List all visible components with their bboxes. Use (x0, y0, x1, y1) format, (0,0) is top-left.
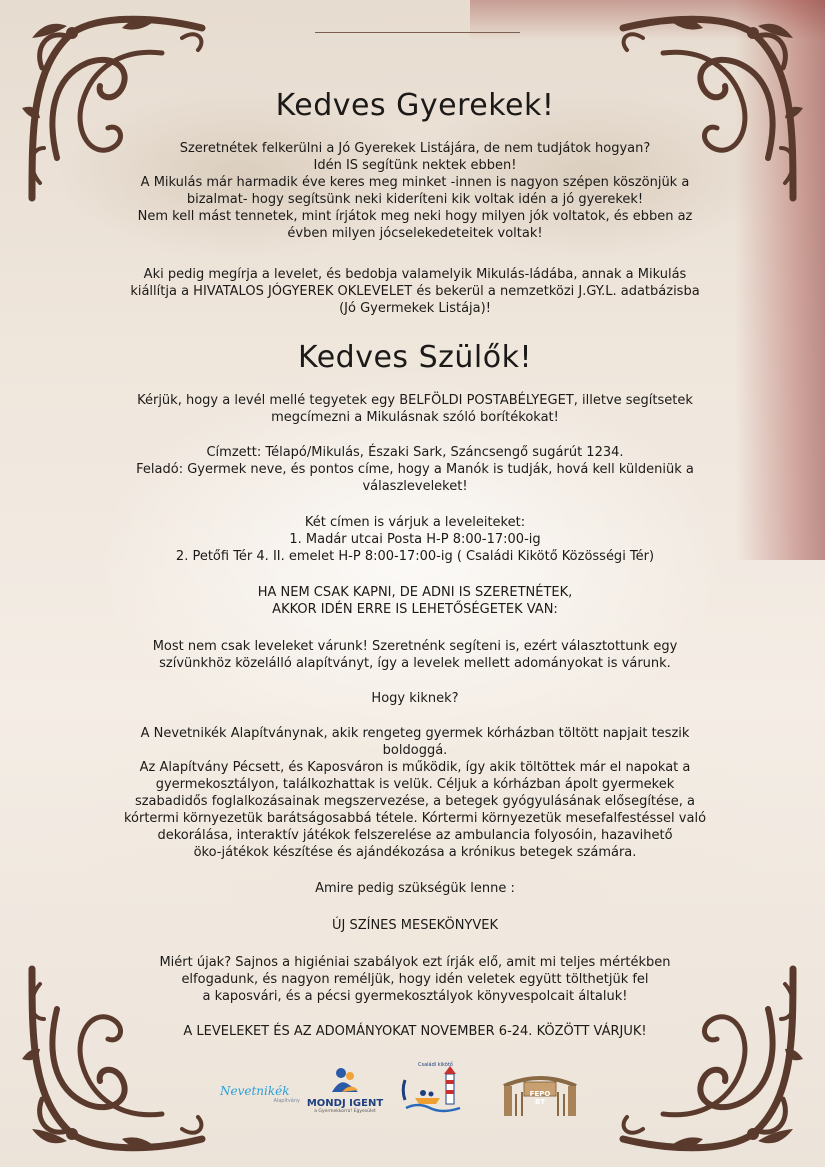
foundation-paragraph (95, 725, 735, 861)
mondj-igent-logo (305, 1066, 385, 1114)
text-line: Feladó: Gyermek neve, és pontos címe, hogy a Manók is tudják, hová kell küldeniük a (136, 462, 694, 477)
mondj-igent-sub: a Gyermekkorra! Egyesület (314, 1109, 376, 1114)
nevetnikek-logo-text: Nevetnikék (220, 1084, 290, 1098)
text-line: 1. Madár utcai Posta H-P 8:00-17:00-ig (289, 532, 541, 547)
deadline-line (95, 1023, 735, 1040)
text-line: kiállítja a HIVATALOS JÓGYEREK OKLEVELET és bekerül a nemzetközi J.GY.L. adatbázisba (130, 284, 700, 299)
text-line: Miért újak? Sajnos a higiéniai szabályok ezt írják elő, amit mi teljes mértékben (159, 955, 671, 970)
donation-paragraph (95, 638, 735, 672)
text-line: évben milyen jócselekedeteitek voltak! (287, 226, 543, 241)
text-line: boldoggá. (382, 743, 448, 758)
why-paragraph (95, 954, 735, 1005)
certificate-paragraph (95, 266, 735, 317)
question-line (95, 690, 735, 707)
give-paragraph (95, 584, 735, 618)
text-line: A Mikulás már harmadik éve keres meg minket -innen is nagyon szépen köszönjük a (140, 175, 690, 190)
text-line: szabadidős foglalkozásainak megszervezése, a betegek gyógyulásának elősegítése, a (134, 794, 696, 809)
text-line: ÚJ SZÍNES MESEKÖNYVEK (331, 918, 499, 933)
text-line: Amire pedig szükségük lenne : (315, 881, 515, 896)
text-line: dekorálása, interaktív játékok felszerelése az ambulancia folyosóin, hazavihető (157, 828, 673, 843)
top-divider-line (315, 32, 520, 33)
text-line: gyermekosztályon, találkozhattak is velük. Céljuk a kórházban ápolt gyermekek (155, 777, 675, 792)
fepo-text: FEPO BT (529, 1090, 551, 1106)
text-line: (Jó Gyermekek Listája)! (339, 301, 491, 316)
text-line: válaszleveleket! (362, 479, 468, 494)
text-line: Aki pedig megírja a levelet, és bedobja valamelyik Mikulás-ládába, annak a Mikulás (143, 267, 687, 282)
text-line: szívünkhöz közelálló alapítványt, így a levelek mellett adományokat is várunk. (159, 656, 671, 671)
nevetnikek-logo-sub: Alapítvány (273, 1098, 300, 1104)
text-line: Most nem csak leveleket várunk! Szeretnénk segíteni is, ezért választottunk egy (152, 639, 678, 654)
title-parents: Kedves Szülők! (298, 340, 532, 375)
address-paragraph (95, 444, 735, 495)
text-line: AKKOR IDÉN ERRE IS LEHETŐSÉGETEK VAN: (272, 602, 558, 617)
text-line: Idén IS segítünk nektek ebben! (313, 158, 517, 173)
text-line: Két címen is várjuk a leveleiteket: (304, 515, 526, 530)
locations-paragraph (95, 514, 735, 565)
text-line: Címzett: Télapó/Mikulás, Északi Sark, Száncsengő sugárút 1234. (206, 445, 624, 460)
lighthouse-icon (400, 1060, 470, 1118)
text-line: megcímezni a Mikulásnak szóló borítékokat! (271, 410, 559, 425)
text-line: Az Alapítvány Pécsett, és Kaposváron is működik, így akik töltöttek már el napokat a (139, 760, 691, 775)
fepo-logo (500, 1068, 580, 1118)
text-line: a kaposvári, és a pécsi gyermekosztályok könyvespolcait általuk! (202, 989, 628, 1004)
text-line: Kérjük, hogy a levél mellé tegyetek egy BELFÖLDI POSTABÉLYEGET, illetve segítsetek (137, 393, 693, 408)
text-line: Nem kell mást tennetek, mint írjátok meg neki hogy milyen jók voltatok, és ebben az (137, 209, 693, 224)
sponsor-logos (220, 1060, 650, 1120)
text-line: Hogy kiknek? (371, 691, 459, 706)
text-line: elfogadunk, és nagyon reméljük, hogy idén veletek együtt tölthetjük fel (181, 972, 649, 987)
text-line: kórtermi környezetük barátságosabbá tétele. Kórtermi környezetük mesefalfestéssel való (123, 811, 707, 826)
family-icon (328, 1066, 362, 1094)
nevetnikek-logo (220, 1084, 300, 1104)
title-children: Kedves Gyerekek! (275, 88, 555, 123)
text-line: öko-játékok készítése és ajándékozása a krónikus betegek számára. (193, 845, 637, 860)
text-line: bizalmat- hogy segítsünk neki kideríteni kik voltak idén a jó gyerekek! (186, 192, 644, 207)
text-line: 2. Petőfi Tér 4. II. emelet H-P 8:00-17:00-ig ( Családi Kikötő Közösségi Tér) (175, 549, 655, 564)
text-line: HA NEM CSAK KAPNI, DE ADNI IS SZERETNÉTEK, (257, 585, 573, 600)
text-line: A Nevetnikék Alapítványnak, akik rengeteg gyermek kórházban töltött napjait teszik (140, 726, 690, 741)
csaladi-kikoto-text: Családi kikötő (418, 1062, 453, 1068)
need-line (95, 880, 735, 897)
csaladi-kikoto-logo (400, 1060, 470, 1118)
stamp-paragraph (95, 392, 735, 426)
text-line: A LEVELEKET ÉS AZ ADOMÁNYOKAT NOVEMBER 6-24. KÖZÖTT VÁRJUK! (183, 1024, 647, 1039)
books-line (95, 917, 735, 934)
intro-paragraph (95, 140, 735, 242)
text-line: Szeretnétek felkerülni a Jó Gyerekek Listájára, de nem tudjátok hogyan? (179, 141, 651, 156)
mondj-igent-text: MONDJ IGENT (306, 1098, 384, 1109)
